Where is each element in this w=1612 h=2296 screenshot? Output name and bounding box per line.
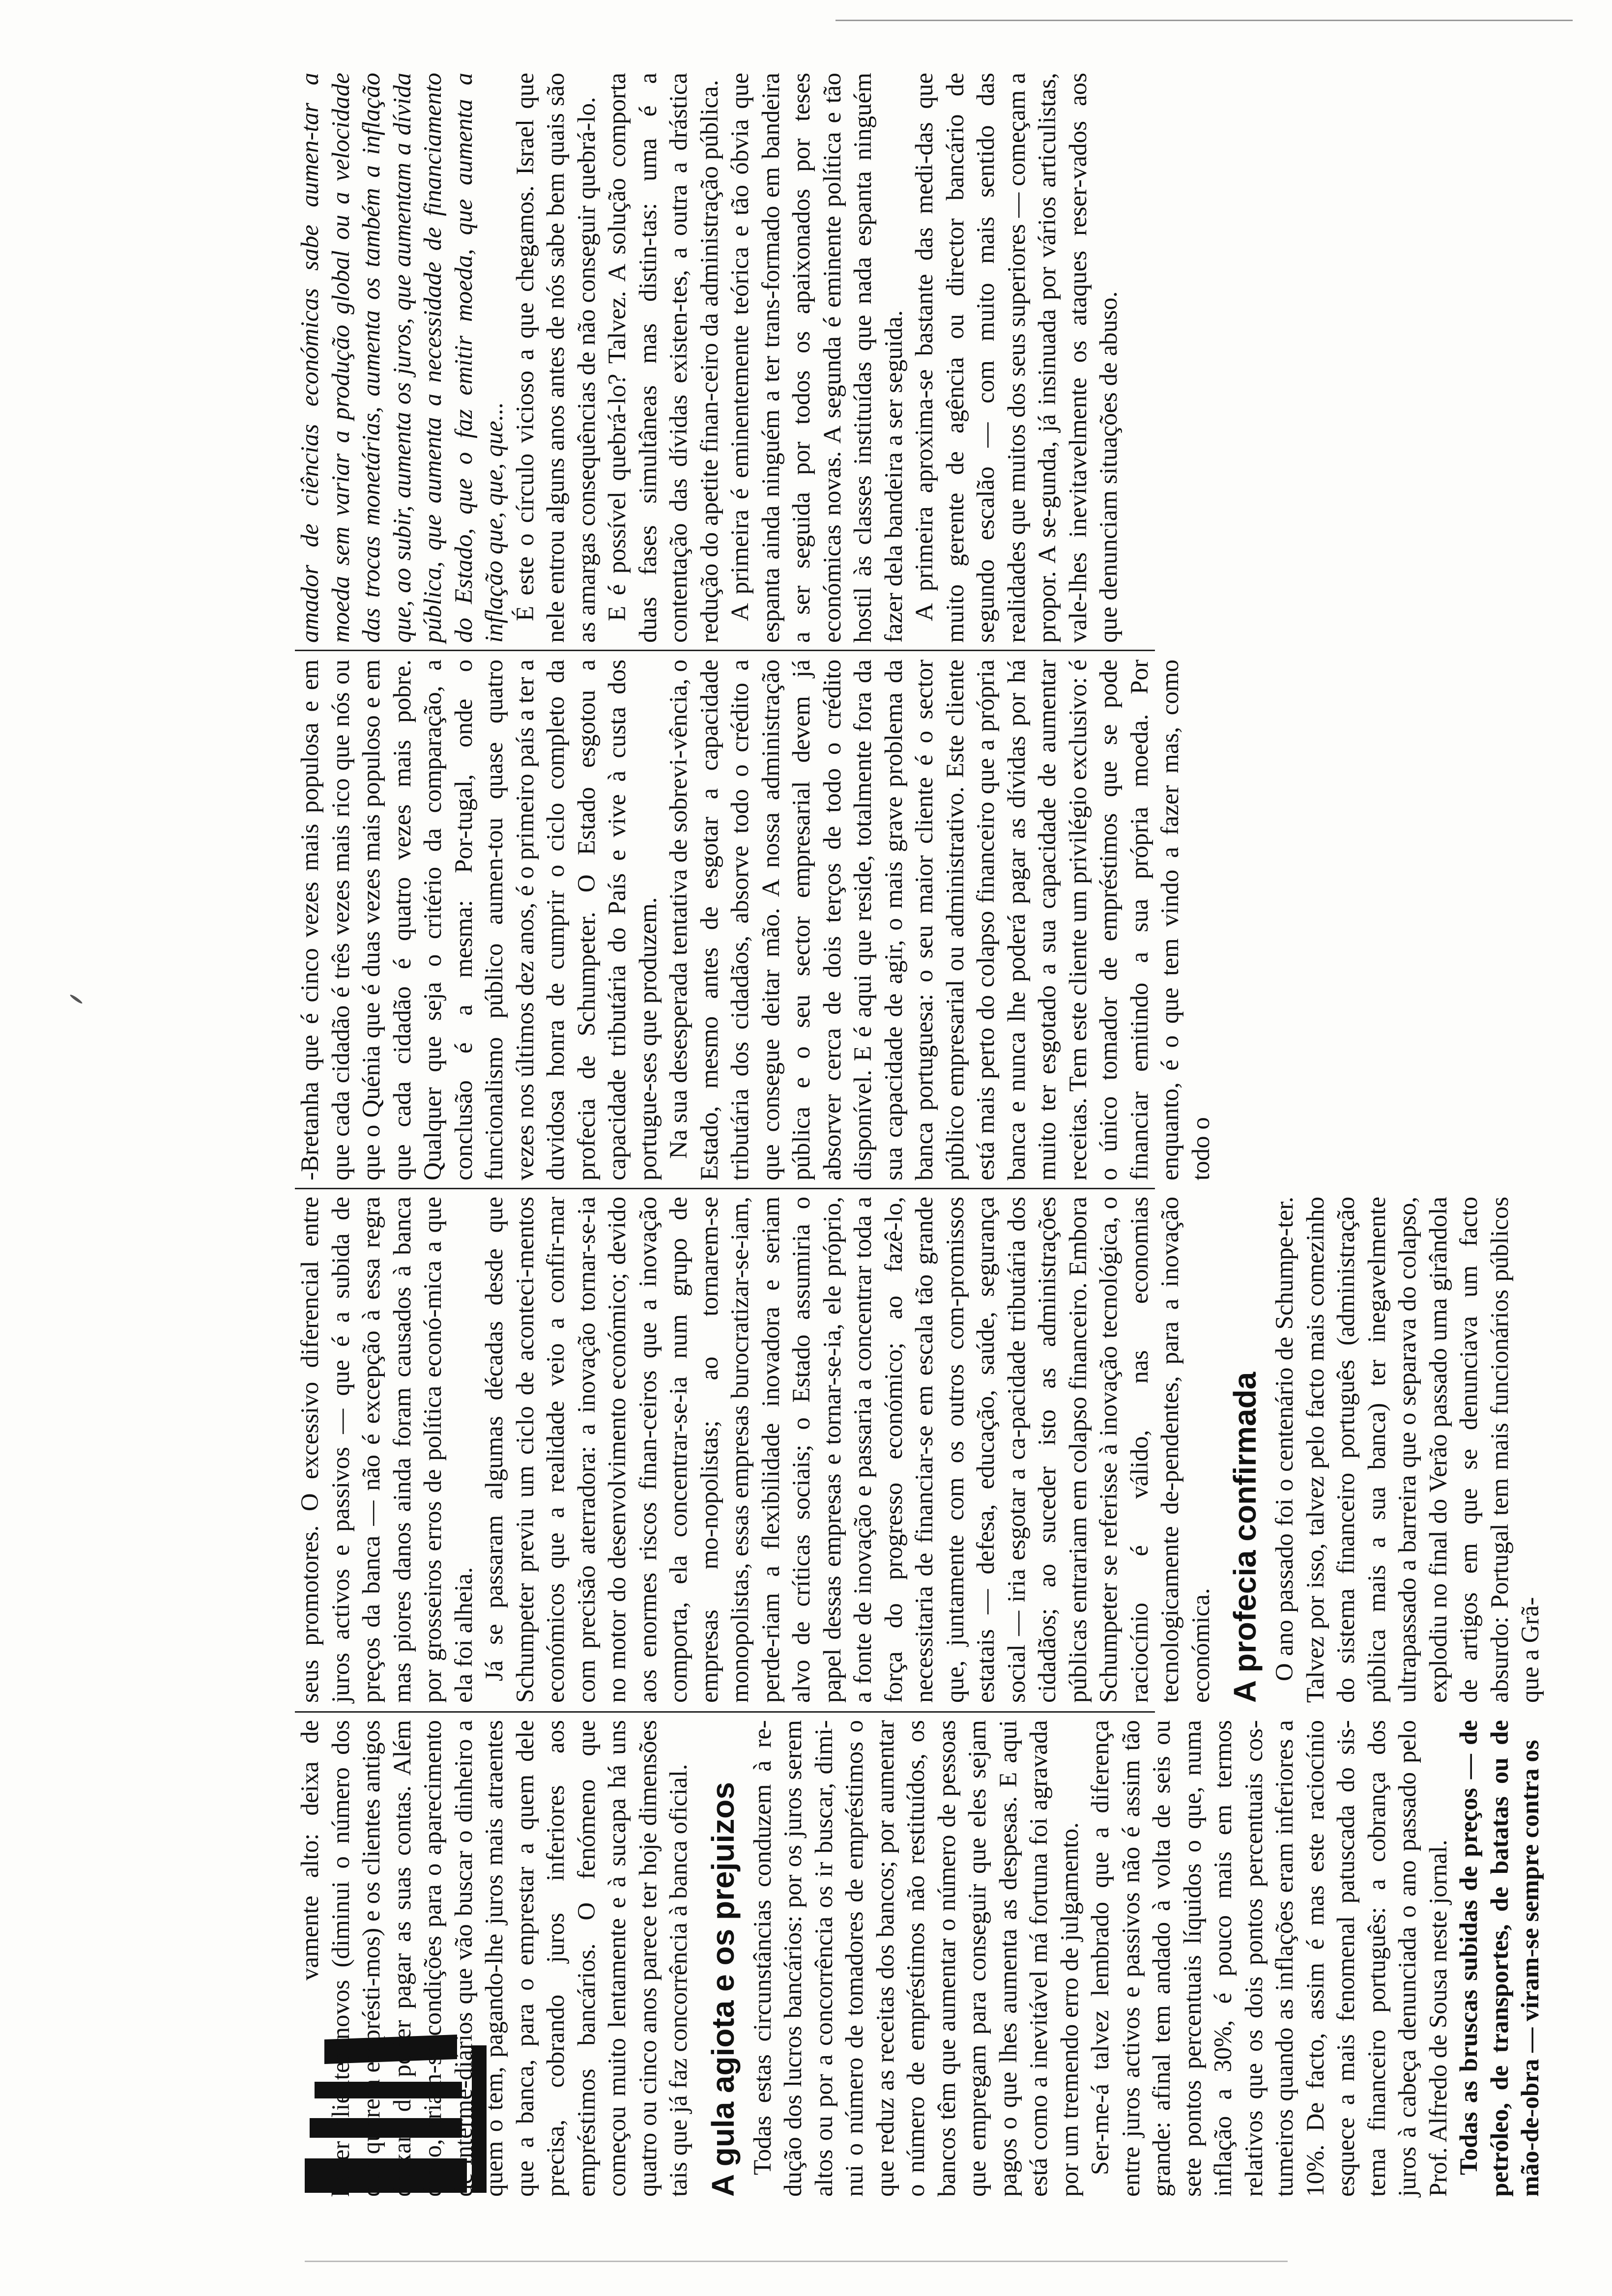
- scan-edge-bottom: [305, 2261, 1288, 2262]
- article-column-2: [295, 1197, 1544, 1703]
- column-divider: [295, 650, 1155, 651]
- column-1-paragraph: Ser-me-á talvez lembrado que a diferença entre juros activos e passivos não é assim tão grande: afinal tem andado à volta de seis ou sete pontos percentuais líquidos o que, numa inflação a 30%, é pouco mais em termos relativos que os dois pontos percentuais cos-tumeiros quando as inflações eram inferiores a 10%. De facto, assim é mas este raciocínio esquece a mais fenomenal patuscada do sis-tema financeiro português: a cobrança dos juros à cabeça denunciada o ano passado pelo Prof. Alfredo de Sousa neste jornal.: [1087, 1720, 1452, 2197]
- section-heading: A profecia confirmada: [1227, 1372, 1263, 1703]
- column-3-paragraph: Na sua desesperada tentativa de sobrevi-vência, o Estado, mesmo antes de esgotar a capacidade tributária dos cidadãos, absorve todo o crédito a que consegue deitar mão. A nossa administração pública e o seu sector empresarial devem já absorver cerca de dois terços de todo o crédito disponível. E é aqui que reside, totalmente fora da sua capacidade de agir, o mais grave problema da banca portuguesa: o seu maior cliente é o sector público empresarial ou administrativo. Este cliente está mais perto do colapso financeiro que a própria banca e nunca lhe poderá pagar as dívidas por há muito ter esgotado a sua capacidade de aumentar receitas. Tem este cliente um privilégio exclusivo: é o único tomador de empréstimos que se pode financiar emitindo a sua própria moeda. Por enquanto, é o que tem vindo a fazer mas, como todo o: [665, 660, 1215, 1180]
- column-divider: [295, 1188, 1155, 1189]
- column-2-paragraph: seus promotores. O excessivo diferencial entre juros activos e passivos — que é a subida de preços da banca — não é excepção à essa regra mas piores danos ainda foram causados à banca por grosseiros erros de política econó-mica a que ela foi alheia.: [296, 1197, 478, 1703]
- column-divider: [295, 1711, 1155, 1713]
- column-4-paragraph: E é possível quebrá-lo? Talvez. A solução comporta duas fases simultâneas mas distin-tas: uma é a contentação das dívidas existen-tes, a outra a drástica redução do apetite finan-ceiro da administração pública.: [604, 73, 723, 643]
- column-1-paragraph: Todas estas circunstâncias conduzem à re-dução dos lucros bancários: por os juros serem altos ou por a concorrência os ir buscar, dimi-nui o número de tomadores de empréstimos o que reduz as receitas dos bancos; por aumentar o número de empréstimos não restituídos, os bancos têm que aumentar o número de pessoas que empregam para conseguir que eles sejam pagos o que lhes aumenta as despesas. E aqui está como a inevitável má fortuna foi agravada por um tremendo erro de julgamento.: [748, 1720, 1084, 2197]
- section-heading: A gula agiota e os prejuizos: [705, 1782, 741, 2197]
- column-4-paragraph: É este o círculo vicioso a que chegamos. Israel que nele entrou alguns anos antes de nós sabe bem quais são as amargas consequências de não conseguir quebrá-lo.: [511, 73, 601, 643]
- column-2-paragraph: Já se passaram algumas décadas desde que Schumpeter previu um ciclo de aconteci-mentos económicos que a realidade veio a confir-mar com precisão aterradora: a inovação tornar-se-ia no motor do desenvolvimento económico; devido aos enormes riscos finan-ceiros que a inovação comporta, ela concentrar-se-ia num grupo de empresas mo-nopolistas; ao tornarem-se monopolistas, essas empresas burocratizar-se-iam, perde-riam a flexibilidade inovadora e seriam alvo de críticas sociais; o Estado assumiria o papel dessas empresas e tornar-se-ia, ele próprio, a fonte de inovação e passaria a concentrar toda a força do progresso económico; ao fazê-lo, necessitaria de financiar-se em escala tão grande que, juntamente com os outros com-promissos estatais — defesa, educação, saúde, segurança social — iria esgotar a ca-pacidade tributária dos cidadãos; ao suceder isto as administrações públicas entrariam em colapso financeiro. Embora Schumpeter se referisse à inovação tecnológica, o raciocínio é válido, nas economias tecnologicamente de-pendentes, para a inovação económica.: [481, 1197, 1215, 1703]
- scan-edge-top: [835, 20, 1573, 21]
- column-2-paragraph: O ano passado foi o centenário de Schumpe-ter. Talvez por isso, talvez pelo facto mais comezinho do sistema financeiro português (administração pública mais a sua banca) ter inegavelmente ultrapassado a barreira que o separava do colapso, explodiu no final do Verão passado uma girândola de artigos em que se denunciava um facto absurdo: Portugal tem mais funcionários públicos que a Grã-: [1271, 1197, 1544, 1703]
- scan-speck: [69, 994, 83, 1004]
- column-1-paragraph: vamente alto: deixa de haver clientes novos (diminui o número dos que querem emprésti-mos) e os clientes antigos deixam de poder pagar as suas contas. Além disso, criam-se condições para o aparecimento de interme-diários que vão buscar o dinheiro a quem o tem, pagando-lhe juros mais atraentes que a banca, para o emprestar a quem dele precisa, cobrando juros inferiores aos empréstimos bancários. O fenómeno que começou muito lentamente e à sucapa há uns quatro ou cinco anos parece ter hoje dimensões tais que já faz concorrência à banca oficial.: [296, 1720, 692, 2197]
- column-1-paragraph: Todas as bruscas subidas de preços — de petróleo, de transportes, de batatas ou de mão-de-obra — viram-se sempre contra os: [1455, 1720, 1544, 2197]
- column-3-paragraph: -Bretanha que é cinco vezes mais populosa e em que cada cidadão é três vezes mais rico que nós ou que o Quénia que é duas vezes mais populoso e em que cada cidadão é quatro vezes mais pobre. Qualquer que seja o critério da comparação, a conclusão é a mesma: Por-tugal, onde o funcionalismo público aumen-tou quase quatro vezes nos últimos dez anos, é o primeiro país a ter a duvidosa honra de cumprir o ciclo completo da profecia de Schumpeter. O Estado esgotou a capacidade tributária do País e vive à custa dos portugue-ses que produzem.: [296, 660, 662, 1180]
- newspaper-clipping: [295, 69, 1544, 2197]
- column-4-paragraph: A primeira é eminentemente teórica e tão óbvia que espanta ainda ninguém a ter trans-formado em bandeira a ser seguida por todos os apaixonados por teses económicas novas. A segunda é eminente política e tão hostil às classes instituídas que nada espanta ninguém fazer dela bandeira a ser seguida.: [726, 73, 908, 643]
- article-column-1: [295, 1720, 1544, 2197]
- article-column-4: [295, 73, 1155, 643]
- article-column-3: [295, 660, 1215, 1180]
- column-4-paragraph: A primeira aproxima-se bastante das medi-das que muito gerente de agência ou director bancário de segundo escalão — com muito mais sentido das realidades que muitos dos seus superiores — começam a propor. A se-gunda, já insinuada por vários articulistas, vale-lhes inevitavelmente os ataques reser-vados aos que denunciam situações de abuso.: [911, 73, 1123, 643]
- column-4-paragraph: amador de ciências económicas sabe aumen-tar a moeda sem variar a produção global ou a velocidade das trocas monetárias, aumenta os também a inflação que, ao subir, aumenta os juros, que aumentam a dívida pública, que aumenta a necessidade de financiamento do Estado, que o faz emitir moeda, que aumenta a inflação que, que, que...: [296, 73, 508, 643]
